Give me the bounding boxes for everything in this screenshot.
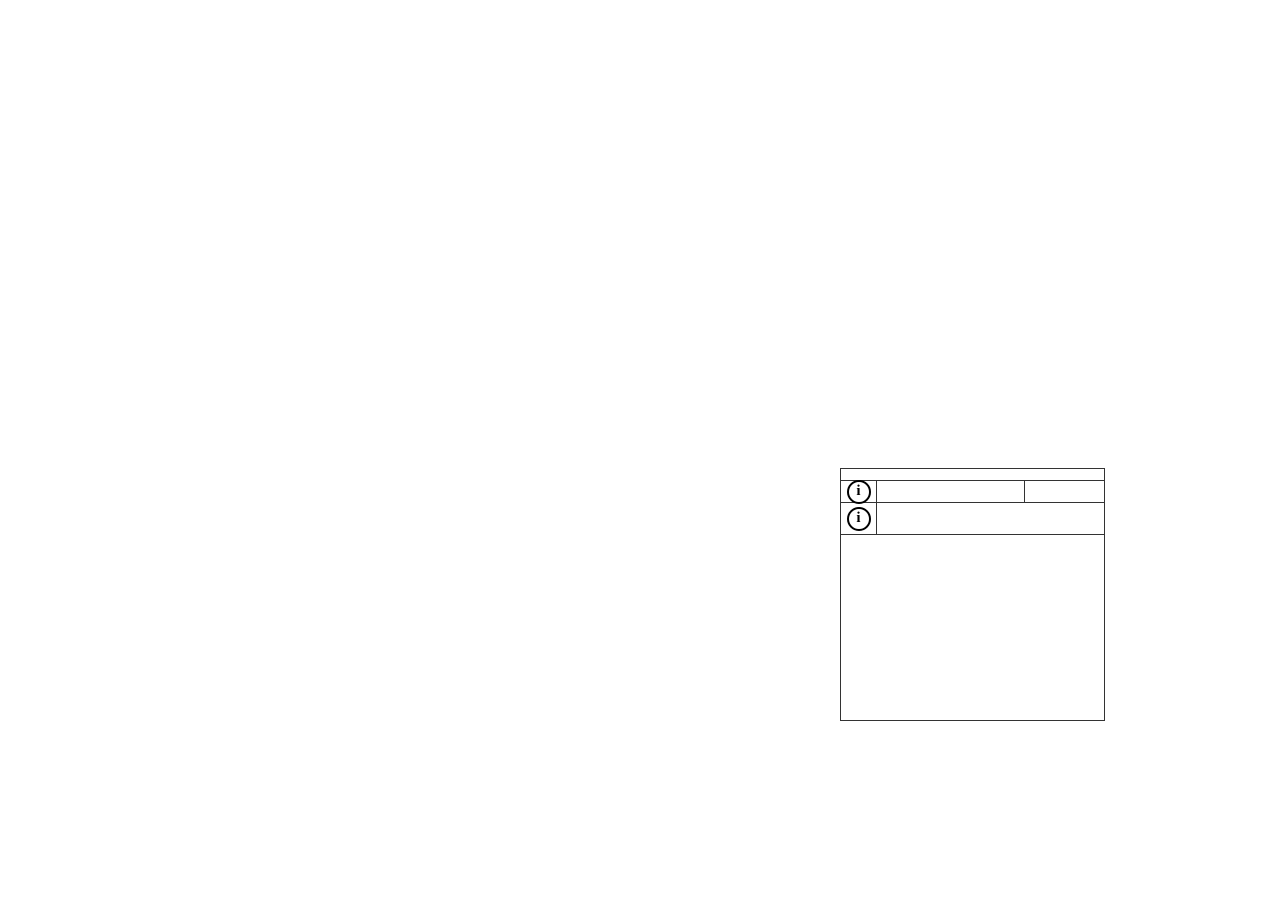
legend-rule (877, 503, 1104, 534)
legend-contact (1024, 481, 1104, 502)
info-icon: i (841, 481, 877, 502)
legend-contact-row (841, 481, 1104, 503)
legend-panel (840, 468, 1105, 721)
legend-rule-row (841, 503, 1104, 535)
legend-contact-text (877, 481, 1024, 502)
legend-header (841, 469, 1104, 480)
legend-header-row (841, 469, 1104, 481)
info-icon: i (841, 503, 877, 534)
